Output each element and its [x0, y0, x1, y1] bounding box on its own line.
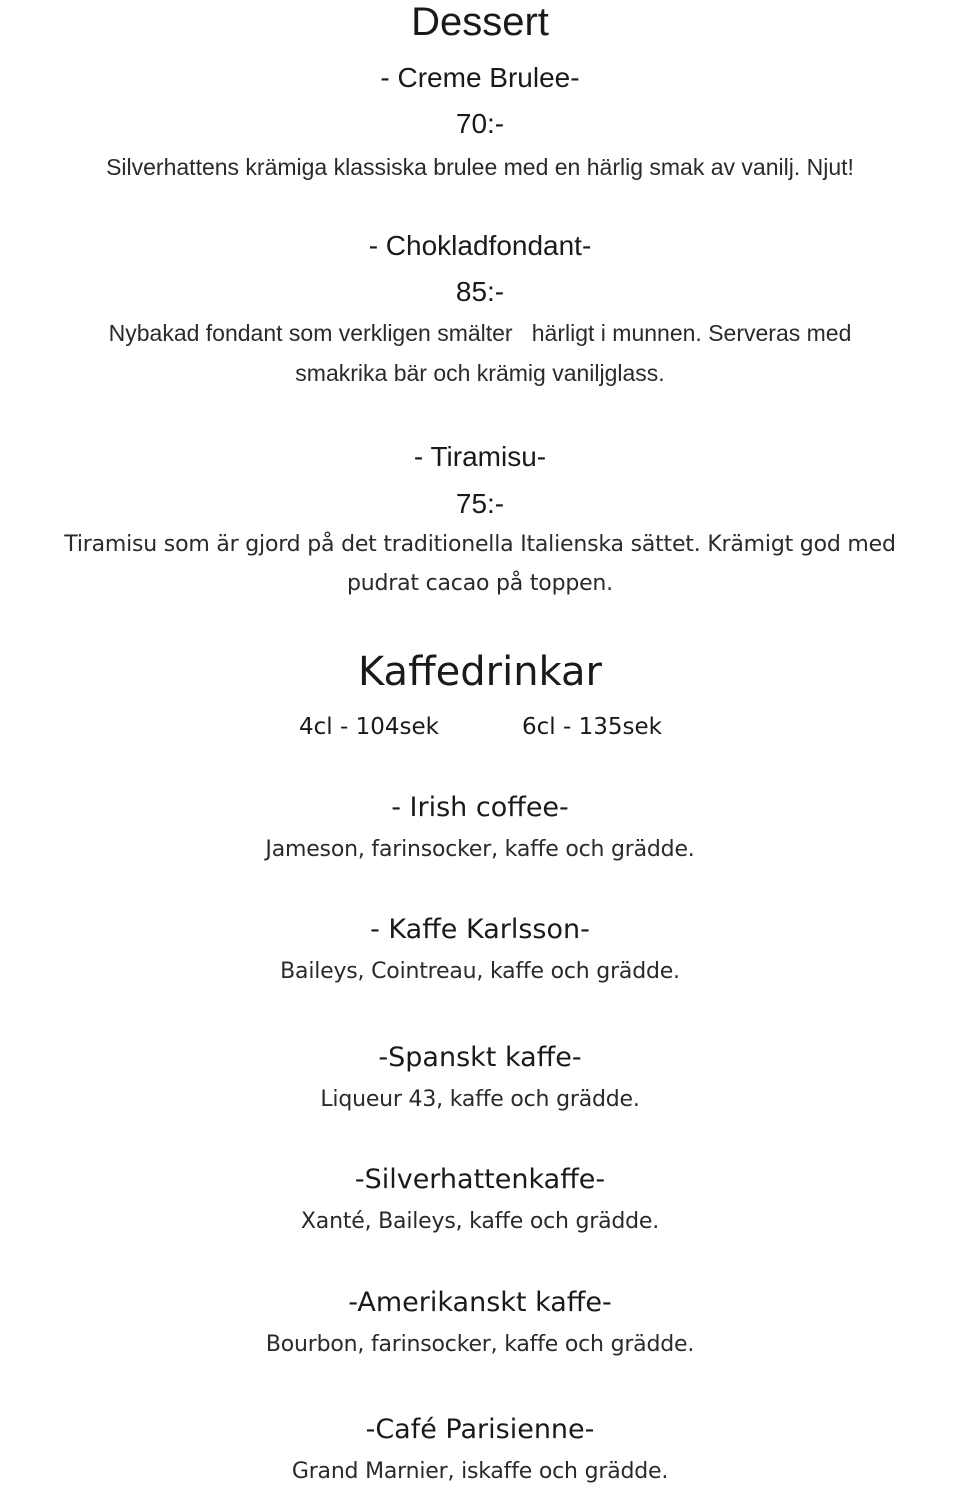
- dessert-item-name: - Tiramisu-: [413, 441, 547, 472]
- drink-item-desc: Jameson, farinsocker, kaffe och grädde.: [265, 837, 695, 862]
- dessert-item-desc: Tiramisu som är gjord på det traditionella Italienska sättet. Krämigt god med: [64, 532, 896, 557]
- dessert-item-price: 70:-: [455, 108, 505, 139]
- drink-item-desc: Xanté, Baileys, kaffe och grädde.: [300, 1209, 660, 1234]
- drink-item-name: -Amerikanskt kaffe-: [348, 1287, 612, 1318]
- dessert-item-desc: Nybakad fondant som verkligen smälter härligt i munnen. Serveras med: [108, 320, 852, 346]
- kaffedrinkar-heading: Kaffedrinkar: [358, 649, 602, 695]
- dessert-item-desc: smakrika bär och krämig vaniljglass.: [295, 360, 665, 386]
- drink-item-name: -Spanskt kaffe-: [378, 1042, 582, 1073]
- dessert-heading: Dessert: [411, 0, 549, 44]
- dessert-item-desc: Silverhattens krämiga klassiska brulee med en härlig smak av vanilj. Njut!: [106, 154, 854, 180]
- drink-item-desc: Liqueur 43, kaffe och grädde.: [320, 1087, 640, 1112]
- dessert-item-price: 85:-: [455, 276, 505, 307]
- size-large-price: 6cl - 135sek: [522, 714, 662, 740]
- drink-item-desc: Baileys, Cointreau, kaffe och grädde.: [280, 959, 680, 984]
- size-small-price: 4cl - 104sek: [299, 714, 439, 740]
- drink-item-desc: Bourbon, farinsocker, kaffe och grädde.: [265, 1332, 695, 1357]
- dessert-item-name: - Chokladfondant-: [368, 230, 592, 261]
- drink-item-name: -Silverhattenkaffe-: [354, 1164, 606, 1195]
- drink-item-name: -Café Parisienne-: [365, 1414, 595, 1445]
- dessert-item-desc: pudrat cacao på toppen.: [347, 571, 613, 596]
- dessert-item-name: - Creme Brulee-: [380, 62, 580, 93]
- drink-item-name: - Kaffe Karlsson-: [370, 914, 590, 945]
- dessert-item-price: 75:-: [455, 488, 505, 519]
- drink-item-name: - Irish coffee-: [391, 792, 569, 823]
- drink-item-desc: Grand Marnier, iskaffe och grädde.: [291, 1459, 669, 1484]
